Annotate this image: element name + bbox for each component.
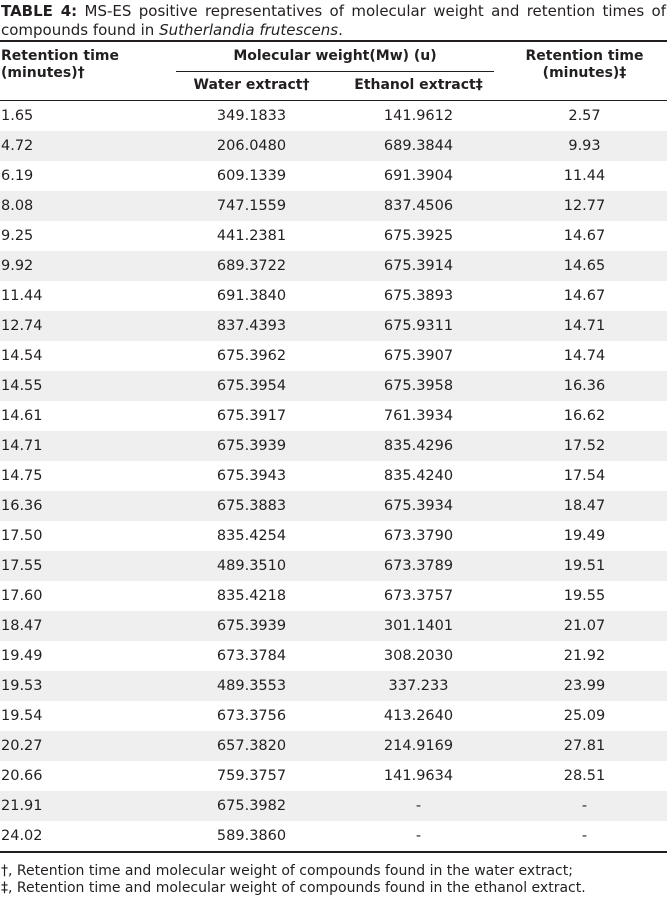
table-row [0,341,667,371]
table-row [0,521,667,551]
group-underline-right [335,71,494,72]
cell-mw-ethanol: 689.3844 [335,131,502,161]
cell-retention-time-water: 12.74 [0,311,168,341]
table-row [0,821,667,852]
cell-mw-ethanol: 141.9612 [335,101,502,132]
table-row [0,131,667,161]
cell-mw-ethanol: 141.9634 [335,761,502,791]
cell-mw-water: 835.4218 [168,581,335,611]
cell-mw-ethanol: 675.3934 [335,491,502,521]
cell-mw-ethanol: 837.4506 [335,191,502,221]
cell-mw-ethanol: 675.3958 [335,371,502,401]
cell-mw-water: 673.3756 [168,701,335,731]
table-row [0,581,667,611]
cell-mw-ethanol: 673.3789 [335,551,502,581]
cell-retention-time-ethanol: 17.52 [502,431,667,461]
table-row [0,731,667,761]
cell-retention-time-ethanol: 14.74 [502,341,667,371]
table-row [0,431,667,461]
cell-mw-water: 675.3982 [168,791,335,821]
cell-mw-ethanol: 301.1401 [335,611,502,641]
cell-retention-time-ethanol: 12.77 [502,191,667,221]
cell-mw-water: 691.3840 [168,281,335,311]
cell-mw-water: 675.3883 [168,491,335,521]
cell-mw-water: 673.3784 [168,641,335,671]
table-row [0,551,667,581]
cell-mw-water: 837.4393 [168,311,335,341]
caption-end: . [338,21,343,39]
table-row [0,251,667,281]
cell-retention-time-water: 20.66 [0,761,168,791]
cell-retention-time-water: 4.72 [0,131,168,161]
cell-retention-time-water: 14.75 [0,461,168,491]
cell-retention-time-water: 14.55 [0,371,168,401]
cell-mw-water: 675.3939 [168,611,335,641]
cell-mw-ethanol: - [335,791,502,821]
cell-mw-ethanol: 675.3925 [335,221,502,251]
cell-retention-time-water: 19.54 [0,701,168,731]
cell-mw-water: 489.3510 [168,551,335,581]
cell-retention-time-ethanol: - [502,821,667,852]
caption-species: Sutherlandia frutescens [159,21,339,39]
table-row [0,611,667,641]
cell-retention-time-water: 14.71 [0,431,168,461]
cell-retention-time-ethanol: - [502,791,667,821]
cell-mw-water: 675.3962 [168,341,335,371]
header-water-extract [168,71,335,101]
cell-retention-time-ethanol: 21.07 [502,611,667,641]
cell-retention-time-ethanol: 19.55 [502,581,667,611]
cell-mw-ethanol: 675.3893 [335,281,502,311]
cell-mw-ethanol: 673.3757 [335,581,502,611]
cell-mw-ethanol: 308.2030 [335,641,502,671]
cell-retention-time-ethanol: 9.93 [502,131,667,161]
cell-retention-time-water: 24.02 [0,821,168,852]
cell-retention-time-water: 17.55 [0,551,168,581]
cell-mw-water: 675.3917 [168,401,335,431]
table-row [0,791,667,821]
cell-mw-ethanol: 673.3790 [335,521,502,551]
cell-retention-time-ethanol: 14.71 [502,311,667,341]
cell-mw-ethanol: 214.9169 [335,731,502,761]
header-water-extract-label: Water extract† [193,77,310,93]
table-row [0,701,667,731]
header-ethanol-extract-label: Ethanol extract‡ [354,77,483,93]
cell-retention-time-water: 17.60 [0,581,168,611]
header-retention-time-water: Retention time (minutes)† [0,41,168,101]
cell-retention-time-ethanol: 11.44 [502,161,667,191]
cell-mw-ethanol: 413.2640 [335,701,502,731]
cell-retention-time-ethanol: 14.65 [502,251,667,281]
table-body [0,101,667,853]
table-row [0,221,667,251]
header-molecular-weight-label: Molecular weight(Mw) (u) [233,48,437,64]
cell-mw-ethanol: 835.4240 [335,461,502,491]
cell-retention-time-ethanol: 16.62 [502,401,667,431]
cell-mw-water: 675.3939 [168,431,335,461]
cell-mw-ethanol: 691.3904 [335,161,502,191]
cell-retention-time-water: 9.25 [0,221,168,251]
cell-retention-time-water: 20.27 [0,731,168,761]
cell-mw-water: 441.2381 [168,221,335,251]
cell-mw-water: 609.1339 [168,161,335,191]
cell-retention-time-ethanol: 25.09 [502,701,667,731]
cell-retention-time-ethanol: 18.47 [502,491,667,521]
table-label: TABLE 4: [1,2,78,20]
cell-retention-time-ethanol: 14.67 [502,221,667,251]
table-row [0,761,667,791]
cell-retention-time-water: 9.92 [0,251,168,281]
cell-retention-time-ethanol: 28.51 [502,761,667,791]
cell-mw-water: 675.3954 [168,371,335,401]
cell-mw-water: 675.3943 [168,461,335,491]
cell-retention-time-ethanol: 19.51 [502,551,667,581]
cell-retention-time-ethanol: 16.36 [502,371,667,401]
group-underline-left [176,71,335,72]
cell-mw-ethanol: 675.3907 [335,341,502,371]
cell-mw-ethanol: 835.4296 [335,431,502,461]
cell-mw-ethanol: 675.3914 [335,251,502,281]
caption-text: MS-ES positive representatives of molecular weight and retention times of compounds found in [1,2,666,39]
cell-retention-time-ethanol: 17.54 [502,461,667,491]
cell-retention-time-water: 14.54 [0,341,168,371]
table-row [0,641,667,671]
cell-retention-time-ethanol: 19.49 [502,521,667,551]
cell-retention-time-water: 19.53 [0,671,168,701]
cell-retention-time-water: 18.47 [0,611,168,641]
cell-mw-water: 657.3820 [168,731,335,761]
table-row [0,281,667,311]
table-row [0,311,667,341]
footnote-water: †, Retention time and molecular weight of compounds found in the water extract; [1,863,573,879]
table-row [0,191,667,221]
cell-mw-water: 835.4254 [168,521,335,551]
header-ethanol-extract [335,71,502,101]
cell-retention-time-water: 16.36 [0,491,168,521]
footnote-ethanol: ‡, Retention time and molecular weight of compounds found in the ethanol extract. [1,880,586,896]
cell-mw-ethanol: - [335,821,502,852]
table-caption [0,0,667,40]
cell-retention-time-water: 11.44 [0,281,168,311]
cell-retention-time-water: 6.19 [0,161,168,191]
cell-retention-time-water: 19.49 [0,641,168,671]
cell-retention-time-water: 17.50 [0,521,168,551]
cell-retention-time-ethanol: 27.81 [502,731,667,761]
cell-mw-water: 747.1559 [168,191,335,221]
cell-mw-water: 206.0480 [168,131,335,161]
header-retention-time-ethanol: Retention time (minutes)‡ [502,41,667,101]
table-footnotes [0,853,667,897]
table-row [0,491,667,521]
table-row [0,101,667,132]
cell-retention-time-ethanol: 21.92 [502,641,667,671]
cell-mw-water: 589.3860 [168,821,335,852]
header-molecular-weight [168,41,502,71]
cell-mw-water: 689.3722 [168,251,335,281]
cell-retention-time-ethanol: 23.99 [502,671,667,701]
cell-retention-time-water: 1.65 [0,101,168,132]
table-row [0,401,667,431]
table-row [0,461,667,491]
table-row [0,671,667,701]
cell-retention-time-water: 14.61 [0,401,168,431]
cell-mw-water: 349.1833 [168,101,335,132]
cell-retention-time-ethanol: 2.57 [502,101,667,132]
table-row [0,371,667,401]
cell-mw-water: 489.3553 [168,671,335,701]
data-table [0,40,667,853]
table-row [0,161,667,191]
cell-mw-ethanol: 675.9311 [335,311,502,341]
cell-retention-time-ethanol: 14.67 [502,281,667,311]
cell-mw-ethanol: 337.233 [335,671,502,701]
cell-mw-ethanol: 761.3934 [335,401,502,431]
cell-mw-water: 759.3757 [168,761,335,791]
cell-retention-time-water: 8.08 [0,191,168,221]
cell-retention-time-water: 21.91 [0,791,168,821]
